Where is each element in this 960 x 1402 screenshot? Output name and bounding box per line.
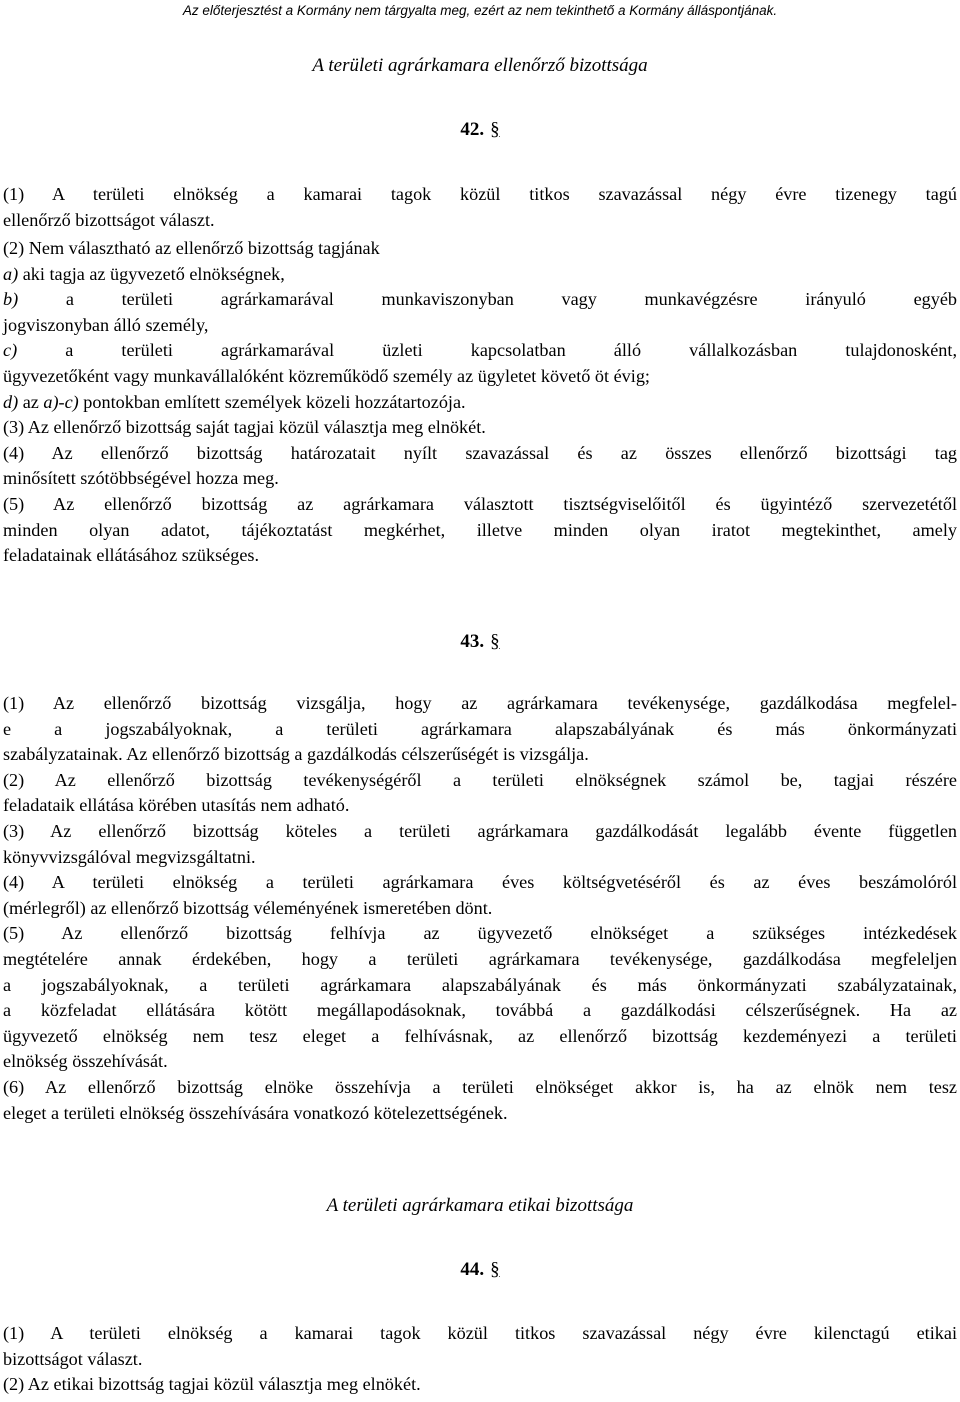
paragraph-1-line: e a jogszabályoknak, a területi agrárkamara alapszabályának és más önkormányzati — [3, 718, 957, 739]
item-text: aki tagja az ügyvezető elnökségnek, — [22, 263, 285, 284]
paragraph-2-line: feladataik ellátása körében utasítás nem adható. — [3, 795, 350, 816]
paragraph-6-line: (6) Az ellenőrző bizottság elnöke összehívja a területi elnökséget akkor is, ha az elnök nem tesz — [3, 1076, 957, 1097]
section-42-paragraph-2 — [3, 236, 957, 569]
item-text: pontokban említett személyek közeli hozzátartozója. — [83, 391, 466, 412]
text-line: jogviszonyban álló személy, — [3, 314, 209, 335]
item-d — [3, 390, 957, 416]
paragraph-5-line: (5) Az ellenőrző bizottság felhívja az ügyvezető elnökséget a szükséges intézkedések — [3, 923, 957, 944]
paragraph-1-line: bizottságot választ. — [3, 1348, 143, 1369]
paragraph-2-line: (2) Az ellenőrző bizottság tevékenységéről a területi elnökségnek számol be, tagjai részére — [3, 769, 957, 790]
section-number: 43. — [460, 631, 485, 652]
item-label: d) — [3, 391, 19, 412]
paragraph-4-line: (4) A területi elnökség a területi agrárkamara éves költségvetéséről és az éves beszámolóról — [3, 872, 957, 893]
heading-ethics-committee: A területi agrárkamara etikai bizottsága — [326, 1195, 634, 1216]
paragraph-5-line: minden olyan adatot, tájékoztatást megkérhet, illetve minden olyan iratot megtekinthet, amely — [3, 519, 957, 540]
text-line: (2) Nem választható az ellenőrző bizottság tagjának — [3, 238, 380, 258]
section-42-title — [0, 118, 960, 142]
text-line: ügyvezetőként vagy munkavállalóként közreműködő személy az ügyletet követő öt évig; — [3, 365, 650, 386]
item-label: c) — [3, 340, 18, 361]
item-label: a) — [3, 263, 19, 284]
section-42-paragraph-1 — [3, 182, 957, 233]
item-a — [3, 262, 957, 288]
section-44-title — [0, 1258, 960, 1282]
item-text: a területi agrárkamarával üzleti kapcsolatban álló vállalkozásban tulajdonosként, — [65, 340, 957, 361]
section-symbol: § — [490, 631, 500, 652]
text-line: (1) A területi elnökség a kamarai tagok közül titkos szavazással négy évre tizenegy tagú — [3, 184, 957, 204]
item-c — [3, 338, 957, 364]
text-line: ellenőrző bizottságot választ. — [3, 209, 215, 230]
item-reference: a)-c) — [43, 391, 79, 412]
paragraph-6-line: eleget a területi elnökség összehívására vonatkozó kötelezettségének. — [3, 1102, 508, 1123]
item-text: az — [22, 391, 39, 412]
section-43-body — [3, 691, 957, 1126]
heading-supervisory-committee: A területi agrárkamara ellenőrző bizottsága — [312, 55, 648, 76]
paragraph-1-line: (1) Az ellenőrző bizottság vizsgálja, hogy az agrárkamara tevékenysége, gazdálkodása megfelel- — [3, 693, 957, 713]
section-number: 42. — [460, 119, 485, 140]
paragraph-5-line: elnökség összehívását. — [3, 1051, 168, 1072]
section-symbol: § — [490, 1259, 500, 1280]
paragraph-3-line: könyvvizsgálóval megvizsgáltatni. — [3, 846, 256, 867]
section-number: 44. — [460, 1259, 485, 1280]
paragraph-5-line: megtételére annak érdekében, hogy a területi agrárkamara tevékenysége, gazdálkodása megfeleljen — [3, 948, 957, 969]
section-44-body — [3, 1321, 957, 1398]
paragraph-3: (3) Az ellenőrző bizottság saját tagjai közül választja meg elnökét. — [3, 417, 486, 438]
paragraph-1-line: szabályzatainak. Az ellenőrző bizottság a gazdálkodás célszerűségét is vizsgálja. — [3, 744, 589, 765]
paragraph-4-line: (mérlegről) az ellenőrző bizottság véleményének ismeretében dönt. — [3, 897, 493, 918]
item-label: b) — [3, 289, 19, 310]
section-43-title — [0, 630, 960, 654]
page-header-notice: Az előterjesztést a Kormány nem tárgyalta meg, ezért az nem tekinthető a Kormány álláspontjának. — [182, 3, 778, 18]
paragraph-5-line: feladatainak ellátásához szükséges. — [3, 545, 260, 566]
paragraph-4-line: minősített szótöbbségével hozza meg. — [3, 468, 279, 489]
paragraph-5-line: a közfeladat ellátására kötött megállapodásoknak, továbbá a gazdálkodási célszerűségnek. Ha az — [3, 1000, 957, 1021]
paragraph-5-line: (5) Az ellenőrző bizottság az agrárkamara választott tisztségviselőitől és ügyintéző szervezetétől — [3, 493, 957, 514]
section-symbol: § — [490, 119, 500, 140]
paragraph-2: (2) Az etikai bizottság tagjai közül választja meg elnökét. — [3, 1374, 421, 1395]
paragraph-5-line: ügyvezető elnökség nem tesz eleget a felhívásnak, az ellenőrző bizottság kezdeményezi a területi — [3, 1025, 957, 1046]
paragraph-3-line: (3) Az ellenőrző bizottság köteles a területi agrárkamara gazdálkodását legalább évente független — [3, 820, 957, 841]
paragraph-1-line: (1) A területi elnökség a kamarai tagok közül titkos szavazással négy évre kilenctagú etikai — [3, 1323, 957, 1343]
item-text: a területi agrárkamarával munkaviszonyban vagy munkavégzésre irányuló egyéb — [65, 289, 957, 310]
paragraph-5-line: a jogszabályoknak, a területi agrárkamara alapszabályának és más önkormányzati szabályzatainak, — [3, 974, 957, 995]
paragraph-4-line: (4) Az ellenőrző bizottság határozatait nyílt szavazással és az összes ellenőrző bizottsági tag — [3, 442, 957, 463]
item-b — [3, 287, 957, 313]
